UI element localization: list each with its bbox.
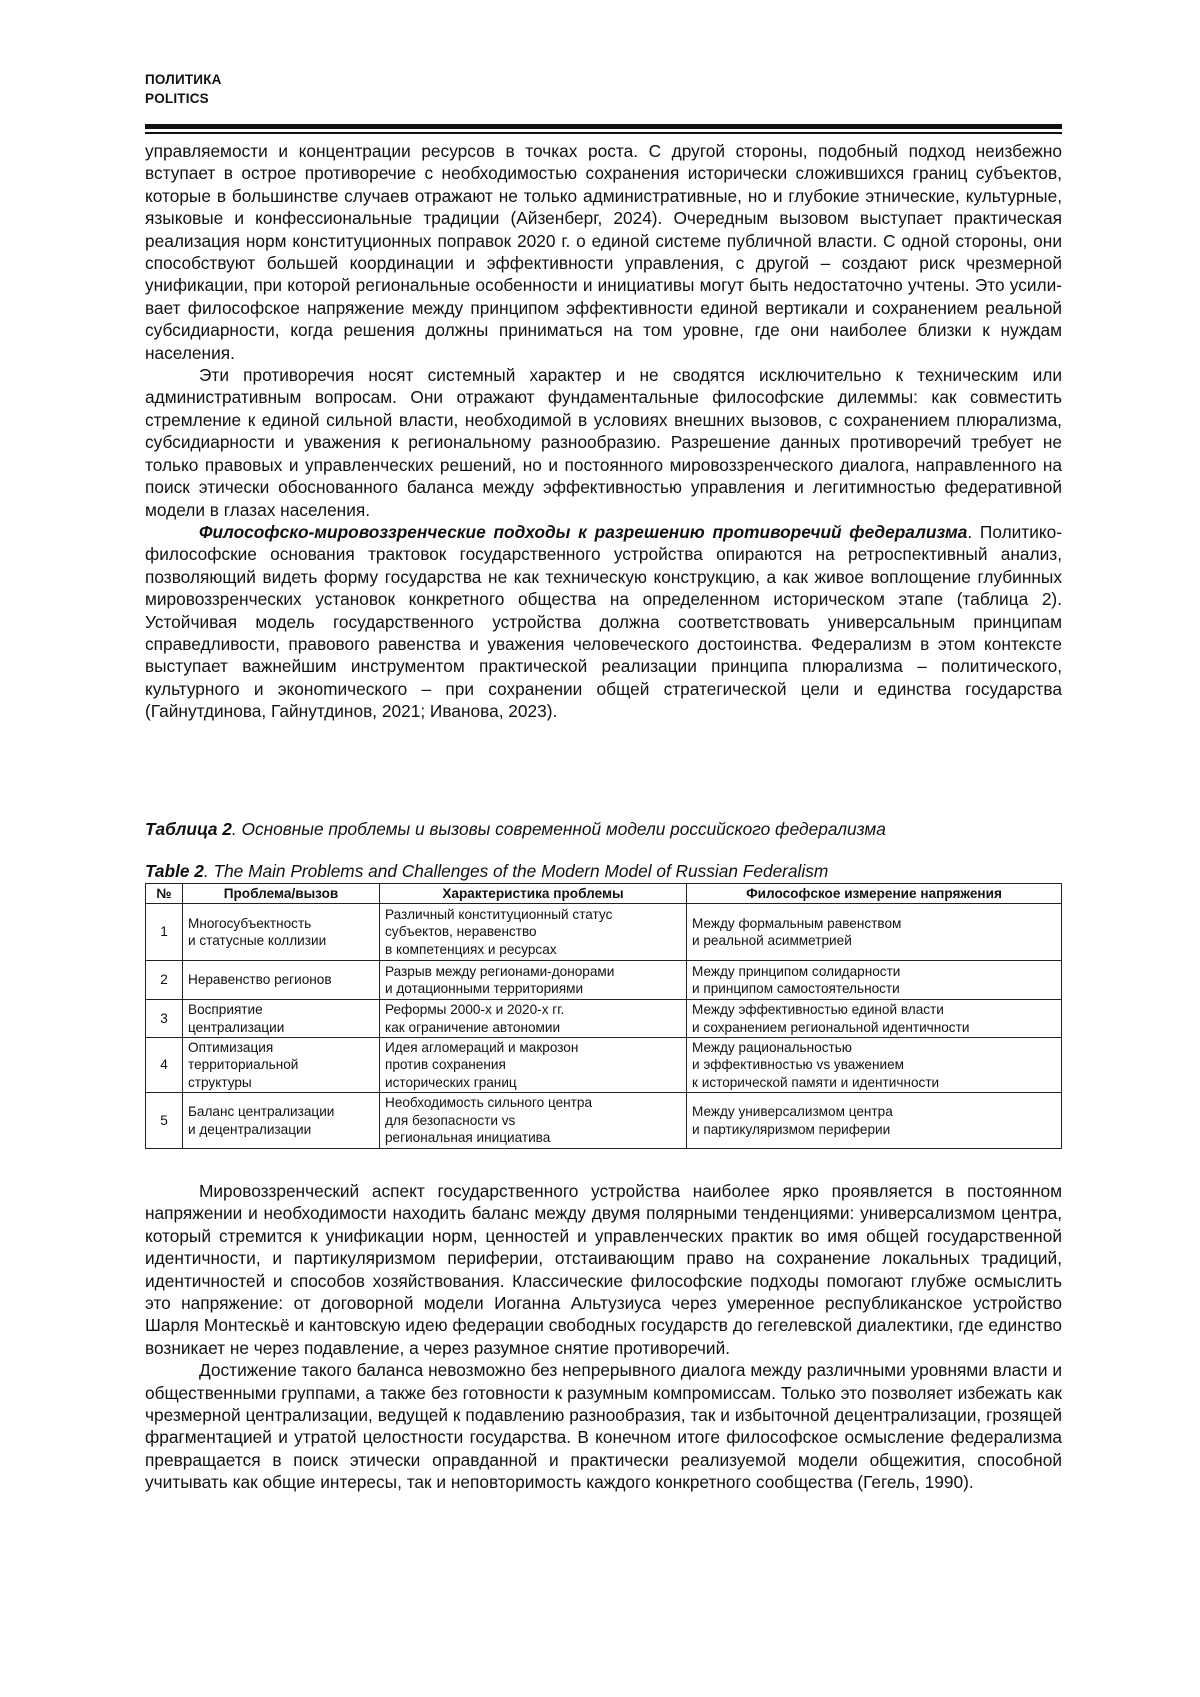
table-cell-problem: Многосубъектность и статусные коллизии [183,904,380,961]
table-cell-dimension: Между формальным равенством и реальной асимметрией [687,904,1062,961]
table-row [146,1093,1062,1149]
table-cell-problem: Неравенство регионов [183,961,380,1000]
table-caption-ru-text: . Основные проблемы и вызовы современной модели российского федерализма [231,819,886,839]
header-section-en: POLITICS [145,91,209,106]
table-cell-dimension: Между рациональностью и эффективностью vs уважением к исторической памяти и идентичности [687,1038,1062,1093]
table-header-row [146,884,1062,904]
body-text-upper [145,140,1062,723]
header-rule-thick [145,124,1062,129]
table-row [146,961,1062,1000]
table-header-problem: Проблема/вызов [183,884,380,904]
table-row [146,904,1062,961]
paragraph-4: Мировоззренческий аспект государственного устройства наиболее ярко проявляется в постоянном напряжении и необходимости находить баланс между двумя полярными тенденциями: универсализмом центра, который стремится к унификации норм, ценностей и управленческих практик во имя общей государственной идентичности, и партикуляризмом периферии, отстаивающим право на сохранение локальных традиций, идентичностей и способов хозяйствования. Классические философские подходы помогают глубже осмыслить это напряжение: от договорной модели Иоганна Альтузиуса через умеренное республиканское устройство Шарля Монтескьё и кантовскую идею федерации свободных государств до гегелевской диалектики, где единство возникает не через подавление, а через разумное снятие противоречий. [145,1181,1062,1358]
table-cell-number: 3 [146,1000,183,1038]
section-text: . Политико-философские основания трактовок государственного устройства опираются на ретроспективный анализ, позволяющий видеть форму государства не как техническую конструкцию, а как живое воплощение глубинных мировоззренческих установок конкретного общества на определенном историческом этапе (таблица 2). Устойчивая модель государственного устройства должна соответствовать универсальным принципам справедливости, правового равенства и уважения человеческого достоинства. Федерализм в этом контексте выступает важнейшим инструментом практической реализации принципа плюрализма – политического, культурного и эконоmического – при сохранении общей стратегической цели и единства государства (Гайнутдинова, Гайнутдинов, 2021; Иванова, 2023). [145,521,1062,722]
table-cell-number: 4 [146,1038,183,1093]
table-cell-dimension: Между универсализмом центра и партикуляризмом периферии [687,1093,1062,1149]
table-cell-problem: Восприятие централизации [183,1000,380,1038]
table-caption-en-text: . The Main Problems and Challenges of the Modern Model of Russian Federalism [203,861,829,881]
header-rule-thin [145,132,1062,134]
table-header-characteristic: Характеристика проблемы [380,884,687,904]
table-caption-en [145,860,1062,882]
table-cell-number: 5 [146,1093,183,1149]
body-text-lower [145,1180,1062,1494]
table-cell-characteristic: Различный конституционный статус субъектов, неравенство в компетенциях и ресурсах [380,904,687,961]
table-cell-characteristic: Необходимость сильного центра для безопасности vs региональная инициатива [380,1093,687,1149]
table-caption-ru-label: Таблица 2 [145,819,232,839]
section-heading: Философско-мировоззренческие подходы к разрешению противоречий федерализма [199,521,968,542]
table-caption-en-label: Table 2 [145,861,204,881]
header-section-ru: ПОЛИТИКА [145,72,222,87]
table-header-dimension: Философское измерение напряжения [687,884,1062,904]
table-cell-problem: Баланс централизации и децентрализации [183,1093,380,1149]
table-cell-number: 2 [146,961,183,1000]
table-cell-characteristic: Реформы 2000-х и 2020-х гг. как ограничение автономии [380,1000,687,1038]
paragraph-3 [145,521,1062,723]
table-row [146,1000,1062,1038]
table-cell-dimension: Между принципом солидарности и принципом самостоятельности [687,961,1062,1000]
problems-table [145,883,1062,1149]
paragraph-5: Достижение такого баланса невозможно без непрерывного диалога между различными уровнями власти и общественными группами, а также без готовности к разумным компромиссам. Только это позволяет избежать как чрезмерной централизации, ведущей к подавлению разнообразия, так и избыточной децентрализации, грозящей фрагментацией и утратой целостности государства. В конечном итоге философское осмысление федерализма превращается в поиск этически оправданной и практически реализуемой модели общежития, способной учитывать как общие интересы, так и неповторимость каждого конкретного сообщества (Гегель, 1990). [145,1360,1062,1493]
table-cell-dimension: Между эффективностью единой власти и сохранением региональной идентичности [687,1000,1062,1038]
table-cell-characteristic: Идея агломераций и макрозон против сохранения исторических границ [380,1038,687,1093]
table-header-number: № [146,884,183,904]
table-cell-problem: Оптимизация территориальной структуры [183,1038,380,1093]
table-cell-number: 1 [146,904,183,961]
running-header [145,70,222,108]
table-cell-characteristic: Разрыв между регионами-донорами и дотационными территориями [380,961,687,1000]
table-row [146,1038,1062,1093]
table-caption-ru [145,818,1062,840]
paragraph-2: Эти противоречия носят системный характер и не сводятся исключительно к техническим или административным вопросам. Они отражают фундаментальные философские дилеммы: как совместить стремление к единой сильной власти, необходимой в условиях внешних вызовов, с сохранением плюрализма, субсидиарности и уважения к региональному разнообразию. Разрешение данных противоречий требует не только правовых и управленческих решений, но и постоянного мировоззренческого диалога, направленного на поиск этически обоснованного баланса между эффективностью управления и легитимностью федеративной модели в глазах населения. [145,365,1062,520]
paragraph-1: управляемости и концентрации ресурсов в точках роста. С другой стороны, подобный подход неизбежно вступает в острое противоречие с необходимостью сохранения исторически сложившихся границ субъектов, которые в большинстве случаев отражают не только административные, но и глубокие этнические, культурные, языковые и конфессиональные традиции (Айзенберг, 2024). Очередным вызовом выступает практическая реализация норм конституционных поправок 2020 г. о единой системе публичной власти. С одной стороны, они способствуют большей координации и эффективности управления, с другой – создают риск чрезмерной унификации, при которой региональные особенности и инициативы могут быть недостаточно учтены. Это усиливает философское напряжение между принципом эффективности единой вертикали и сохранением реальной субсидиарности, когда решения должны приниматься на том уровне, где они наиболее близки к нуждам населения. [145,141,1062,363]
